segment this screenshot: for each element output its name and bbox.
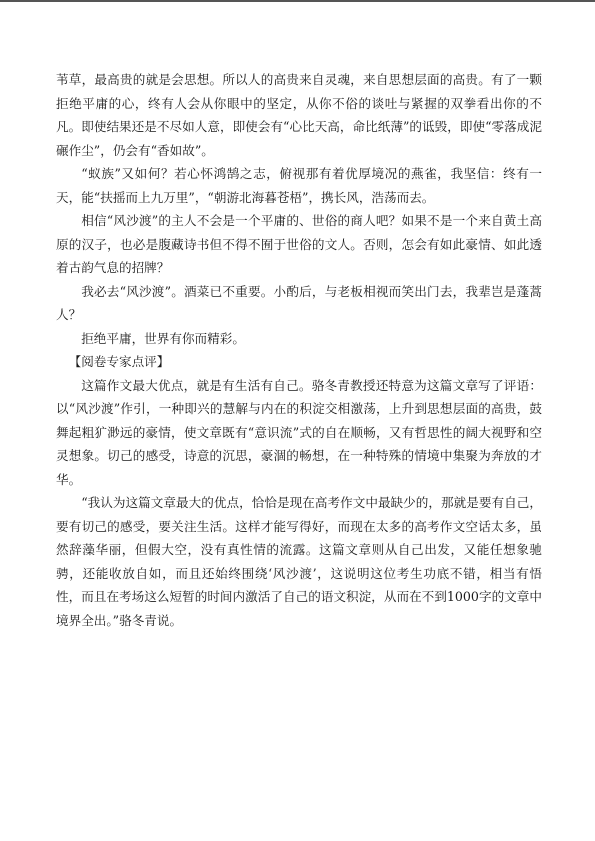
document-body: [56, 68, 542, 632]
paragraph-1: 苇草，最高贵的就是会思想。所以人的高贵来自灵魂，来自思想层面的高贵。有了一颗拒绝平庸的心，终有人会从你眼中的坚定，从你不俗的谈吐与紧握的双拳看出你的不凡。即使结果还是不尽如人意，即使会有“心比天高，命比纸薄”的诋毁，即使“零落成泥碾作尘”，仍会有“香如故”。: [56, 72, 542, 158]
review-heading: 【阅卷专家点评】: [68, 354, 170, 369]
paragraph-5: 拒绝平庸，世界有你而精彩。: [81, 330, 245, 346]
review-paragraph-1: 这篇作文最大优点，就是有生活有自己。骆冬青教授还特意为这篇文章写了评语：以“风沙渡”作引，一种即兴的慧解与内在的积淀交相激荡，上升到思想层面的高贵，鼓舞起粗犷渺远的豪情，使文章既有“意识流”式的自在顺畅，又有哲思性的阔大视野和空灵想象。切己的感受，诗意的沉思，豪涸的畅想，在一种特殊的情境中集聚为奔放的才华。: [56, 377, 542, 487]
paragraph-4: 我必去“风沙渡”。酒菜已不重要。小酌后，与老板相视而笑出门去，我辈岂是蓬蒿人？: [56, 283, 542, 322]
header-rule: [0, 0, 595, 2]
paragraph-2: “蚁族”又如何？若心怀鸿鹄之志，俯视那有着优厚境况的燕雀，我坚信：终有一天，能“扶摇而上九万里”，“朝游北海暮苍梧”，携长风，浩荡而去。: [56, 166, 542, 205]
paragraph-3: 相信“风沙渡”的主人不会是一个平庸的、世俗的商人吧？如果不是一个来自黄土高原的汉子，也必是腹藏诗书但不得不囿于世俗的文人。否则，怎会有如此豪情、如此透着古韵气息的招牌？: [56, 213, 542, 275]
review-paragraph-2: “我认为这篇文章最大的优点，恰恰是现在高考作文中最缺少的，那就是要有自己，要有切己的感受，要关注生活。这样才能写得好，而现在太多的高考作文空话太多，虽然辞藻华丽，但假大空，没有真性情的流露。这篇文章则从自己出发，又能任想象驰骋，还能收放自如，而且还始终围绕‘风沙渡’，这说明这位考生功底不错，相当有悟性，而且在考场这么短暂的时间内激活了自己的语文积淀，从而在不到1000字的文章中境界全出。”骆冬青说。: [56, 495, 542, 628]
